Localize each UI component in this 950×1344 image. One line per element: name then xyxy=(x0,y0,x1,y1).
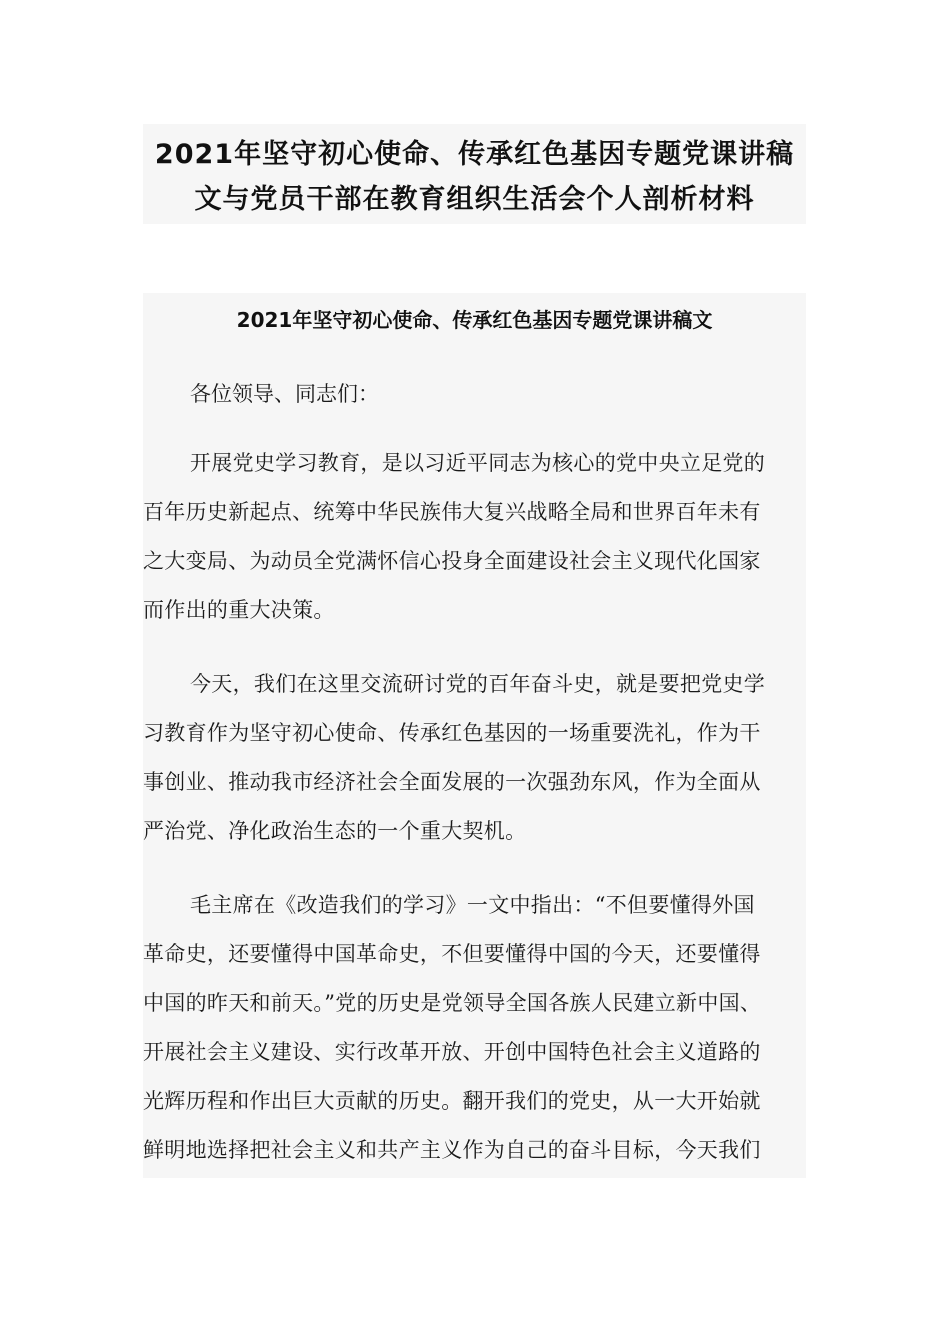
document-title xyxy=(143,124,806,222)
paragraph-line: 革命史，还要懂得中国革命史，不但要懂得中国的今天，还要懂得 xyxy=(143,942,761,966)
paragraph-line: 严治党、净化政治生态的一个重大契机。 xyxy=(143,819,527,843)
paragraph-line: 开展社会主义建设、实行改革开放、开创中国特色社会主义道路的 xyxy=(143,1040,761,1064)
paragraph-line: 之大变局、为动员全党满怀信心投身全面建设社会主义现代化国家 xyxy=(143,549,761,573)
paragraph-2 xyxy=(143,660,806,856)
paragraph-line: 习教育作为坚守初心使命、传承红色基因的一场重要洗礼，作为干 xyxy=(143,721,761,745)
salutation: 各位领导、同志们： xyxy=(190,382,379,406)
paragraph-1 xyxy=(143,439,806,635)
paragraph-3 xyxy=(143,881,806,1175)
paragraph-line: 中国的昨天和前天。”党的历史是党领导全国各族人民建立新中国、 xyxy=(143,991,762,1015)
paragraph-line: 鲜明地选择把社会主义和共产主义作为自己的奋斗目标，今天我们 xyxy=(143,1138,761,1162)
paragraph-line: 光辉历程和作出巨大贡献的历史。翻开我们的党史，从一大开始就 xyxy=(143,1089,761,1113)
paragraph-line: 今天，我们在这里交流研讨党的百年奋斗史，就是要把党史学 xyxy=(190,672,766,696)
document-title-line-1: 2021年坚守初心使命、传承红色基因专题党课讲稿 xyxy=(154,139,795,170)
title-block xyxy=(143,124,806,224)
paragraph-line: 开展党史学习教育，是以习近平同志为核心的党中央立足党的 xyxy=(190,451,766,475)
paragraph-line: 毛主席在《改造我们的学习》一文中指出：“不但要懂得外国 xyxy=(190,893,755,917)
content-block xyxy=(143,293,806,1178)
paragraph-line: 百年历史新起点、统筹中华民族伟大复兴战略全局和世界百年未有 xyxy=(143,500,761,524)
paragraph-line: 事创业、推动我市经济社会全面发展的一次强劲东风，作为全面从 xyxy=(143,770,761,794)
paragraph-line: 而作出的重大决策。 xyxy=(143,598,335,622)
section-title: 2021年坚守初心使命、传承红色基因专题党课讲稿文 xyxy=(236,308,713,332)
document-title-line-2: 文与党员干部在教育组织生活会个人剖析材料 xyxy=(194,184,755,215)
